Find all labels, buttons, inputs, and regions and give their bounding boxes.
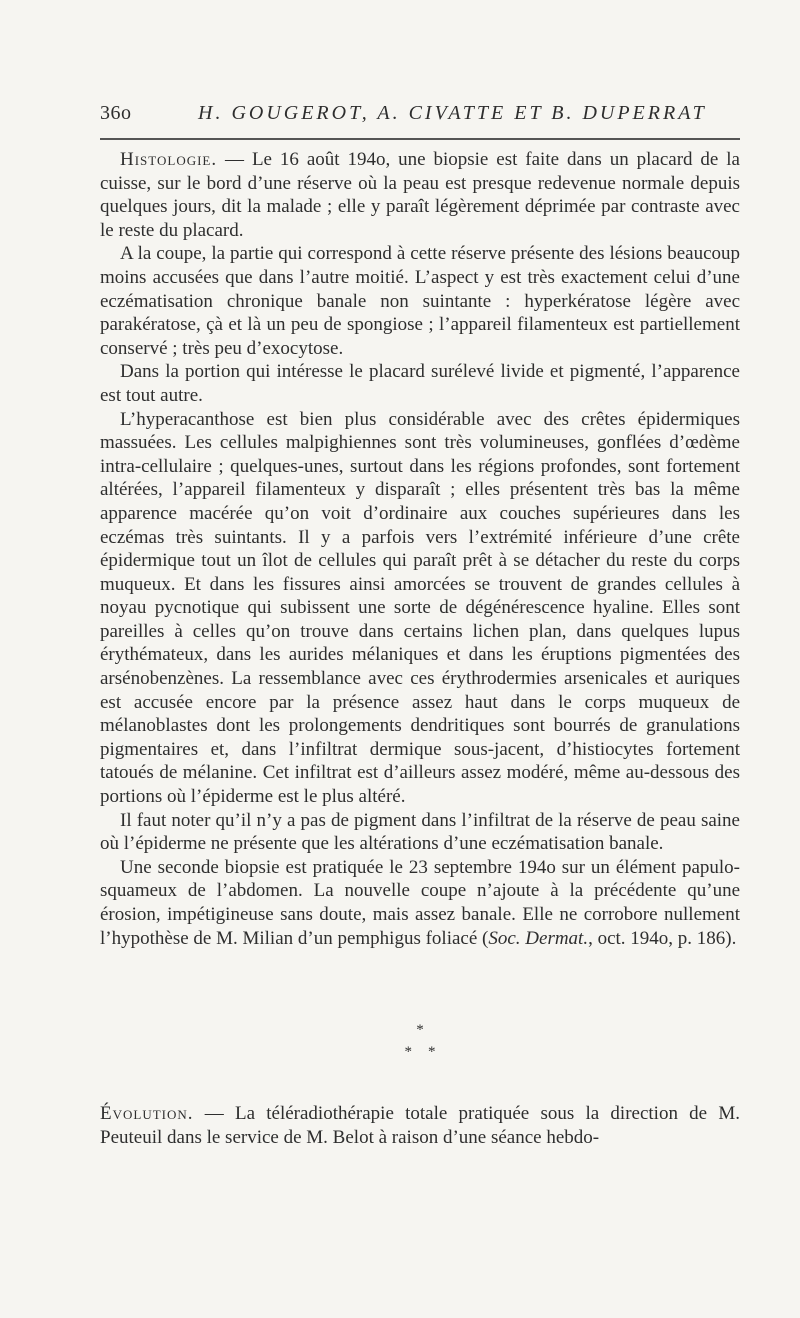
paragraph: Il faut noter qu’il n’y a pas de pigment dans l’infiltrat de la réserve de peau saine où l’épiderme ne présente que les altérations d’une eczématisation banale.	[100, 809, 740, 855]
paragraph: Dans la portion qui intéresse le placard surélevé livide et pigmenté, l’apparence est tout autre.	[100, 361, 740, 406]
paragraph: A la coupe, la partie qui correspond à cette réserve présente des lésions beaucoup moins accusées que dans l’autre moitié. L’aspect y est très exactement celui d’une eczématisation chronique banale non suintante : hyperkératose légère avec parakératose, çà et là un peu de spongiose ; l’appareil filamenteux est partiellement conservé ; très peu d’exocytose.	[100, 243, 740, 359]
citation-journal: Soc. Dermat.	[488, 927, 589, 949]
paragraph-text: — La téléradiothérapie totale pratiquée sous la direction de M. Peuteuil dans le service de M. Belot à raison d’une séance hebdo-	[100, 1103, 740, 1148]
histologie-section	[100, 148, 740, 950]
paragraph	[100, 856, 740, 950]
section-heading-histologie: Histologie.	[120, 149, 218, 170]
paragraph-text: , oct. 194o, p. 186).	[588, 927, 737, 949]
page-header	[100, 96, 740, 132]
paragraph	[100, 1102, 740, 1149]
paragraph-text: Une seconde biopsie est pratiquée le 23 septembre 194o sur un élément papulo-squameux de l’abdomen. La nouvelle coupe n’ajoute à la précédente qu’une érosion, impétigineuse sans doute, mais assez banale. Elle ne corrobore nullement l’hypothèse de M. Milian d’un pemphigus foliacé (	[100, 856, 740, 949]
evolution-section	[100, 1102, 740, 1149]
page-number: 36o	[100, 102, 132, 124]
asterism-divider	[370, 1022, 470, 1072]
section-heading-evolution: Évolution.	[100, 1103, 194, 1124]
running-head: H. GOUGEROT, A. CIVATTE ET B. DUPERRAT	[198, 102, 707, 124]
paragraph: L’hyperacanthose est bien plus considérable avec des crêtes épidermiques massuées. Les cellules malpighiennes sont très volumineuses, gonflées d’œdème intra-cellulaire ; quelques-unes, surtout dans les régions profondes, sont fortement altérées, l’appareil filamenteux y disparaît ; elles présentent très bas la même apparence macérée qu’on voit d’ordinaire aux couches supérieures dans les eczémas très suintants. Il y a parfois vers l’extrémité inférieure d’une crête épidermique tout un îlot de cellules qui paraît prêt à se détacher du reste du corps muqueux. Et dans les fissures ainsi amorcées se trouvent de grandes cellules à noyau pycnotique qui subissent une sorte de dégénérescence hyaline. Elles sont pareilles à celles qu’on trouve dans certains lichen plan, dans quelques lupus érythémateux, dans les aurides mélaniques et dans les éruptions pigmentées des arsénobenzènes. La ressemblance avec ces érythrodermies arsenicales et auriques est accusée encore par la présence assez haut dans le corps muqueux de mélanoblastes dont les prolongements dendritiques sont bourrés de granulations pigmentaires et, dans l’infiltrat dermique sous-jacent, d’histiocytes fortement tatoués de mélanine. Cet infiltrat est d’ailleurs assez modéré, même au-dessous des portions où l’épiderme est le plus altéré.	[100, 408, 740, 808]
asterism-top: *	[416, 1022, 424, 1038]
paragraph-text: — Le 16 août 194o, une biopsie est faite dans un placard de la cuisse, sur le bord d’une réserve où la peau est presque redevenue normale depuis quelques jours, dit la malade ; elle y paraît légèrement déprimée par contraste avec le reste du placard.	[100, 149, 740, 241]
asterism-bottom: **	[404, 1044, 452, 1060]
paragraph	[100, 148, 740, 242]
header-rule	[100, 138, 740, 140]
